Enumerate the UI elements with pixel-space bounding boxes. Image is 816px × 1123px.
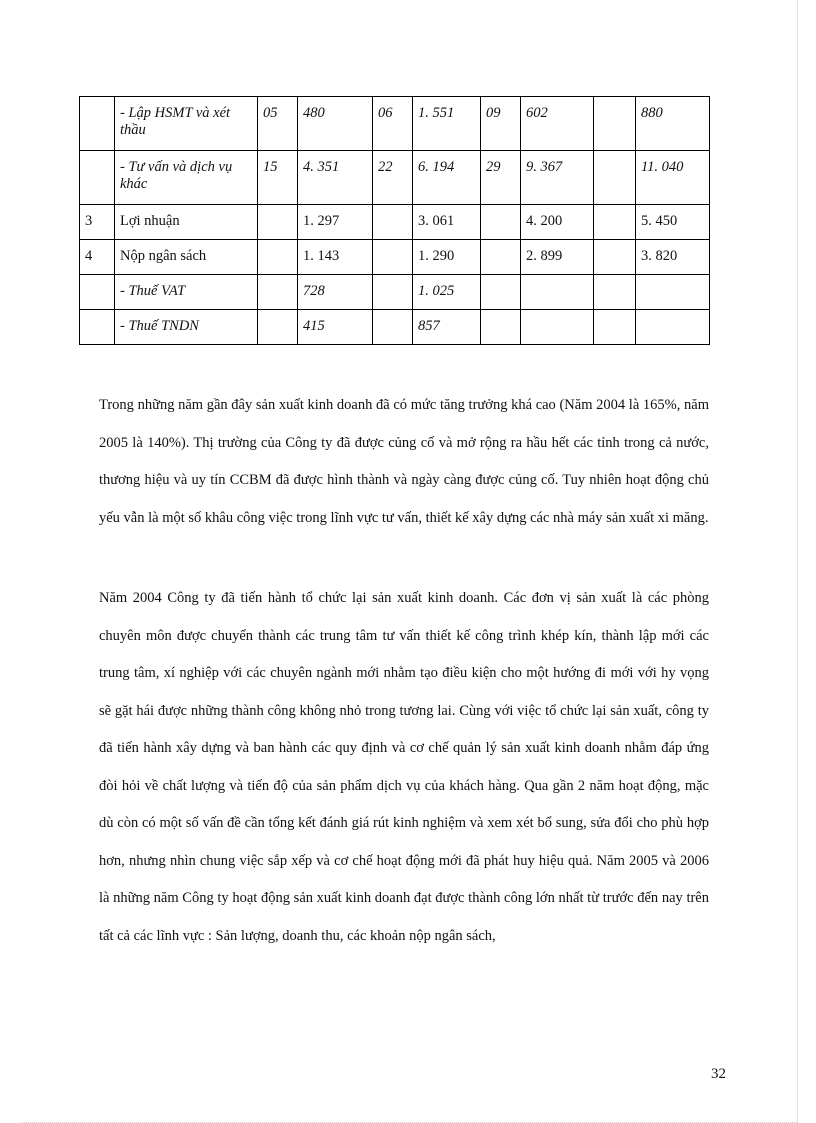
table-cell: 2. 899 bbox=[521, 240, 594, 275]
table-cell: 728 bbox=[298, 275, 373, 310]
table-cell bbox=[636, 310, 710, 345]
table-cell: 480 bbox=[298, 97, 373, 151]
table-row bbox=[80, 240, 710, 275]
table-cell: 880 bbox=[636, 97, 710, 151]
table-cell bbox=[258, 275, 298, 310]
table-cell bbox=[258, 240, 298, 275]
table-cell bbox=[481, 205, 521, 240]
table-cell: 22 bbox=[373, 151, 413, 205]
table-cell: 09 bbox=[481, 97, 521, 151]
table-cell bbox=[594, 151, 636, 205]
page-number: 32 bbox=[711, 1066, 726, 1082]
table-cell: Lợi nhuận bbox=[115, 205, 258, 240]
table-cell: - Thuế VAT bbox=[115, 275, 258, 310]
table-cell bbox=[636, 275, 710, 310]
table-cell: 4. 351 bbox=[298, 151, 373, 205]
table-cell: 1. 290 bbox=[413, 240, 481, 275]
table-cell bbox=[594, 310, 636, 345]
paragraph-2: Năm 2004 Công ty đã tiến hành tổ chức lại sản xuất kinh doanh. Các đơn vị sản xuất là các phòng chuyên môn được chuyển thành các trung tâm tư vấn thiết kế công trình khép kín, thành lập mới các trung tâm, xí nghiệp với các chuyên ngành mới nhằm tạo điều kiện cho một hướng đi mới với hy vọng sẽ gặt hái được những thành công không nhỏ trong tương lai. Cùng với việc tổ chức lại sản xuất, công ty đã tiến hành xây dựng và ban hành các quy định và cơ chế quản lý sản xuất kinh doanh nhằm đáp ứng đòi hỏi về chất lượng và tiến độ của sản phẩm dịch vụ của khách hàng. Qua gần 2 năm hoạt động, mặc dù còn có một số vấn đề cần tổng kết đánh giá rút kinh nghiệm và xem xét bổ sung, sửa đổi cho phù hợp hơn, nhưng nhìn chung việc sắp xếp và cơ chế hoạt động mới đã phát huy hiệu quả. Năm 2005 và 2006 là những năm Công ty hoạt động sản xuất kinh doanh đạt được thành công lớn nhất từ trước đến nay trên tất cả các lĩnh vực : Sản lượng, doanh thu, các khoản nộp ngân sách, bbox=[99, 590, 709, 944]
table-cell bbox=[481, 240, 521, 275]
table-row bbox=[80, 151, 710, 205]
table-cell bbox=[80, 310, 115, 345]
table-cell bbox=[481, 310, 521, 345]
table-cell bbox=[594, 205, 636, 240]
table-cell: 3. 820 bbox=[636, 240, 710, 275]
table-cell: 857 bbox=[413, 310, 481, 345]
table-cell bbox=[373, 275, 413, 310]
table-row bbox=[80, 310, 710, 345]
table-cell: - Thuế TNDN bbox=[115, 310, 258, 345]
table-cell: 1. 143 bbox=[298, 240, 373, 275]
table-cell: 602 bbox=[521, 97, 594, 151]
table-cell: 1. 551 bbox=[413, 97, 481, 151]
table-cell: 11. 040 bbox=[636, 151, 710, 205]
table-cell bbox=[594, 275, 636, 310]
table-cell: 15 bbox=[258, 151, 298, 205]
table-row bbox=[80, 275, 710, 310]
table-cell bbox=[521, 310, 594, 345]
table-cell bbox=[594, 97, 636, 151]
table-cell: - Tư vấn và dịch vụ khác bbox=[115, 151, 258, 205]
table-cell: - Lập HSMT và xét thầu bbox=[115, 97, 258, 151]
table-cell: 1. 297 bbox=[298, 205, 373, 240]
table-cell: 06 bbox=[373, 97, 413, 151]
table-cell bbox=[594, 240, 636, 275]
table-row bbox=[80, 205, 710, 240]
table-cell: 4. 200 bbox=[521, 205, 594, 240]
table-cell: 05 bbox=[258, 97, 298, 151]
table-cell bbox=[80, 151, 115, 205]
table-cell: 3 bbox=[80, 205, 115, 240]
table-cell: 29 bbox=[481, 151, 521, 205]
table-cell: 3. 061 bbox=[413, 205, 481, 240]
table-cell bbox=[481, 275, 521, 310]
table-row bbox=[80, 97, 710, 151]
table-cell bbox=[80, 97, 115, 151]
table-cell bbox=[521, 275, 594, 310]
table-cell: 415 bbox=[298, 310, 373, 345]
table-cell bbox=[373, 205, 413, 240]
table-cell: 1. 025 bbox=[413, 275, 481, 310]
table-cell: 6. 194 bbox=[413, 151, 481, 205]
page-edge-right bbox=[797, 0, 798, 1123]
table-cell: 4 bbox=[80, 240, 115, 275]
financial-table bbox=[79, 96, 710, 345]
table-cell bbox=[373, 310, 413, 345]
table-cell bbox=[258, 205, 298, 240]
table-cell bbox=[80, 275, 115, 310]
table-cell: 9. 367 bbox=[521, 151, 594, 205]
table-cell bbox=[258, 310, 298, 345]
table-cell bbox=[373, 240, 413, 275]
table-cell: 5. 450 bbox=[636, 205, 710, 240]
paragraph-1: Trong những năm gần đây sản xuất kinh doanh đã có mức tăng trưởng khá cao (Năm 2004 là 165%, năm 2005 là 140%). Thị trường của Công ty đã được củng cố và mở rộng ra hầu hết các tỉnh trong cả nước, thương hiệu và uy tín CCBM đã được hình thành và ngày càng được củng cố. Tuy nhiên hoạt động chủ yếu vẫn là một số khâu công việc trong lĩnh vực tư vấn, thiết kế xây dựng các nhà máy sản xuất xi măng. bbox=[99, 397, 709, 526]
table-cell: Nộp ngân sách bbox=[115, 240, 258, 275]
